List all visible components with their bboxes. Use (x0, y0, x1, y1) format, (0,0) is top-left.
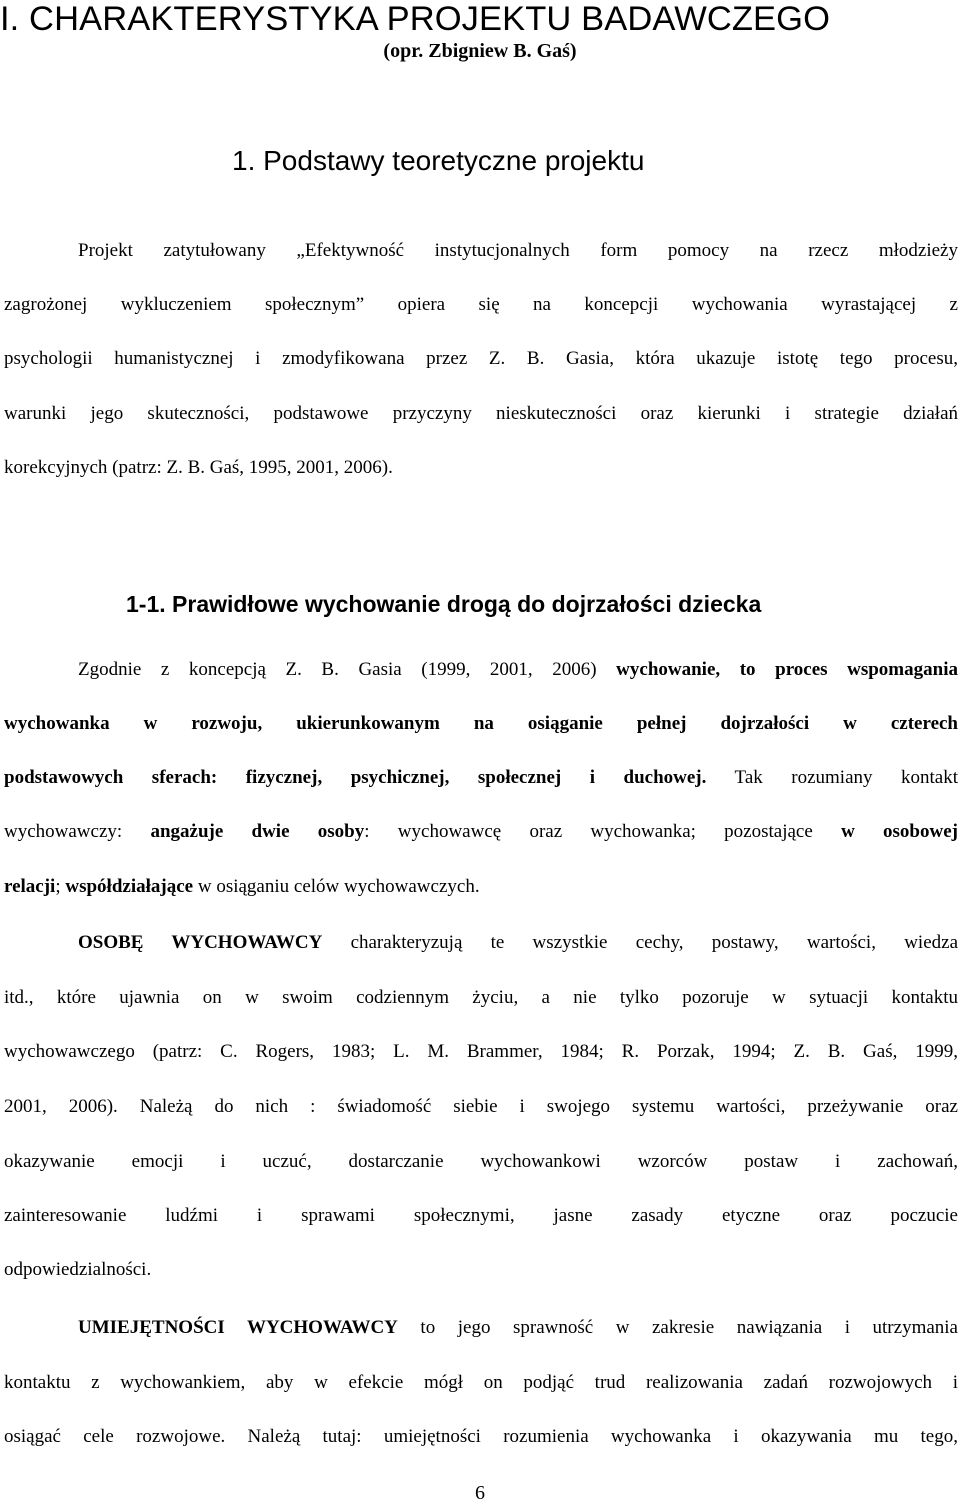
para3-line-5: okazywanie emocji i uczuć, dostarczanie wychowankowi wzorców postaw i zachowań, (4, 1151, 958, 1172)
para2-text: Tak rozumiany kontakt (706, 767, 958, 788)
para2-bold-phrase: w osobowej (841, 821, 958, 842)
intro-line-3: psychologii humanistycznej i zmodyfikowana przez Z. B. Gasia, która ukazuje istotę tego procesu, (4, 348, 958, 369)
intro-line-5: korekcyjnych (patrz: Z. B. Gaś, 1995, 2001, 2006). (4, 457, 393, 478)
para2-bold-definition: wychowanie, to proces wspomagania (616, 659, 958, 680)
page-number: 6 (475, 1482, 485, 1504)
para3-line-7: odpowiedzialności. (4, 1259, 152, 1280)
document-title: I. CHARAKTERYSTYKA PROJEKTU BADAWCZEGO (0, 0, 831, 38)
intro-line-1: Projekt zatytułowany „Efektywność instytucjonalnych form pomocy na rzecz młodzieży (78, 240, 958, 261)
para3-line-6: zainteresowanie ludźmi i sprawami społecznymi, jasne zasady etyczne oraz poczucie (4, 1205, 958, 1226)
intro-line-4: warunki jego skuteczności, podstawowe przyczyny nieskuteczności oraz kierunki i strategie działań (4, 403, 958, 424)
para3-line-1 (78, 932, 958, 954)
para2-line-2 (4, 713, 958, 735)
para2-bold-phrase: relacji (4, 876, 56, 897)
para2-bold-definition: wychowanka w rozwoju, ukierunkowanym na osiąganie pełnej dojrzałości w czterech (4, 713, 958, 734)
para4-text: to jego sprawność w zakresie nawiązania i utrzymania (397, 1317, 958, 1338)
para4-line-2: kontaktu z wychowankiem, aby w efekcie mógł on podjąć trud realizowania zadań rozwojowych i (4, 1372, 958, 1393)
section-heading: 1. Podstawy teoretyczne projektu (232, 145, 645, 176)
para4-term: UMIEJĘTNOŚCI WYCHOWAWCY (78, 1317, 398, 1338)
para4-line-3: osiągać cele rozwojowe. Należą tutaj: umiejętności rozumienia wychowanka i okazywania mu tego, (4, 1426, 958, 1447)
para2-bold-phrase: współdziałające (65, 876, 194, 897)
para2-text: Zgodnie z koncepcją Z. B. Gasia (1999, 2001, 2006) (78, 659, 617, 680)
para2-text: wychowawczy: (4, 821, 151, 842)
para2-line-1 (78, 659, 958, 681)
para2-line-4 (4, 821, 958, 843)
intro-line-2: zagrożonej wykluczeniem społecznym” opiera się na koncepcji wychowania wyrastającej z (4, 294, 958, 315)
para3-term: OSOBĘ WYCHOWAWCY (78, 932, 323, 953)
para2-text: : wychowawcę oraz wychowanka; pozostające (364, 821, 842, 842)
para4-line-1 (78, 1317, 958, 1339)
para3-line-4: 2001, 2006). Należą do nich : świadomość siebie i swojego systemu wartości, przeżywanie oraz (4, 1096, 958, 1117)
para3-line-2: itd., które ujawnia on w swoim codziennym życiu, a nie tylko pozoruje w sytuacji kontaktu (4, 987, 958, 1008)
para2-bold-definition: podstawowych sferach: fizycznej, psychicznej, społecznej i duchowej. (4, 767, 707, 788)
para2-line-3 (4, 767, 958, 789)
subsection-heading: 1-1. Prawidłowe wychowanie drogą do dojrzałości dziecka (126, 591, 762, 617)
author-line: (opr. Zbigniew B. Gaś) (383, 40, 577, 62)
para2-text: ; (55, 876, 66, 897)
para3-text: charakteryzują te wszystkie cechy, postawy, wartości, wiedza (322, 932, 958, 953)
para2-text: w osiąganiu celów wychowawczych. (193, 876, 480, 897)
para3-line-3: wychowawczego (patrz: C. Rogers, 1983; L. M. Brammer, 1984; R. Porzak, 1994; Z. B. Gaś, 1999, (4, 1041, 958, 1062)
para2-bold-phrase: angażuje dwie osoby (150, 821, 365, 842)
para2-line-5 (4, 876, 958, 898)
